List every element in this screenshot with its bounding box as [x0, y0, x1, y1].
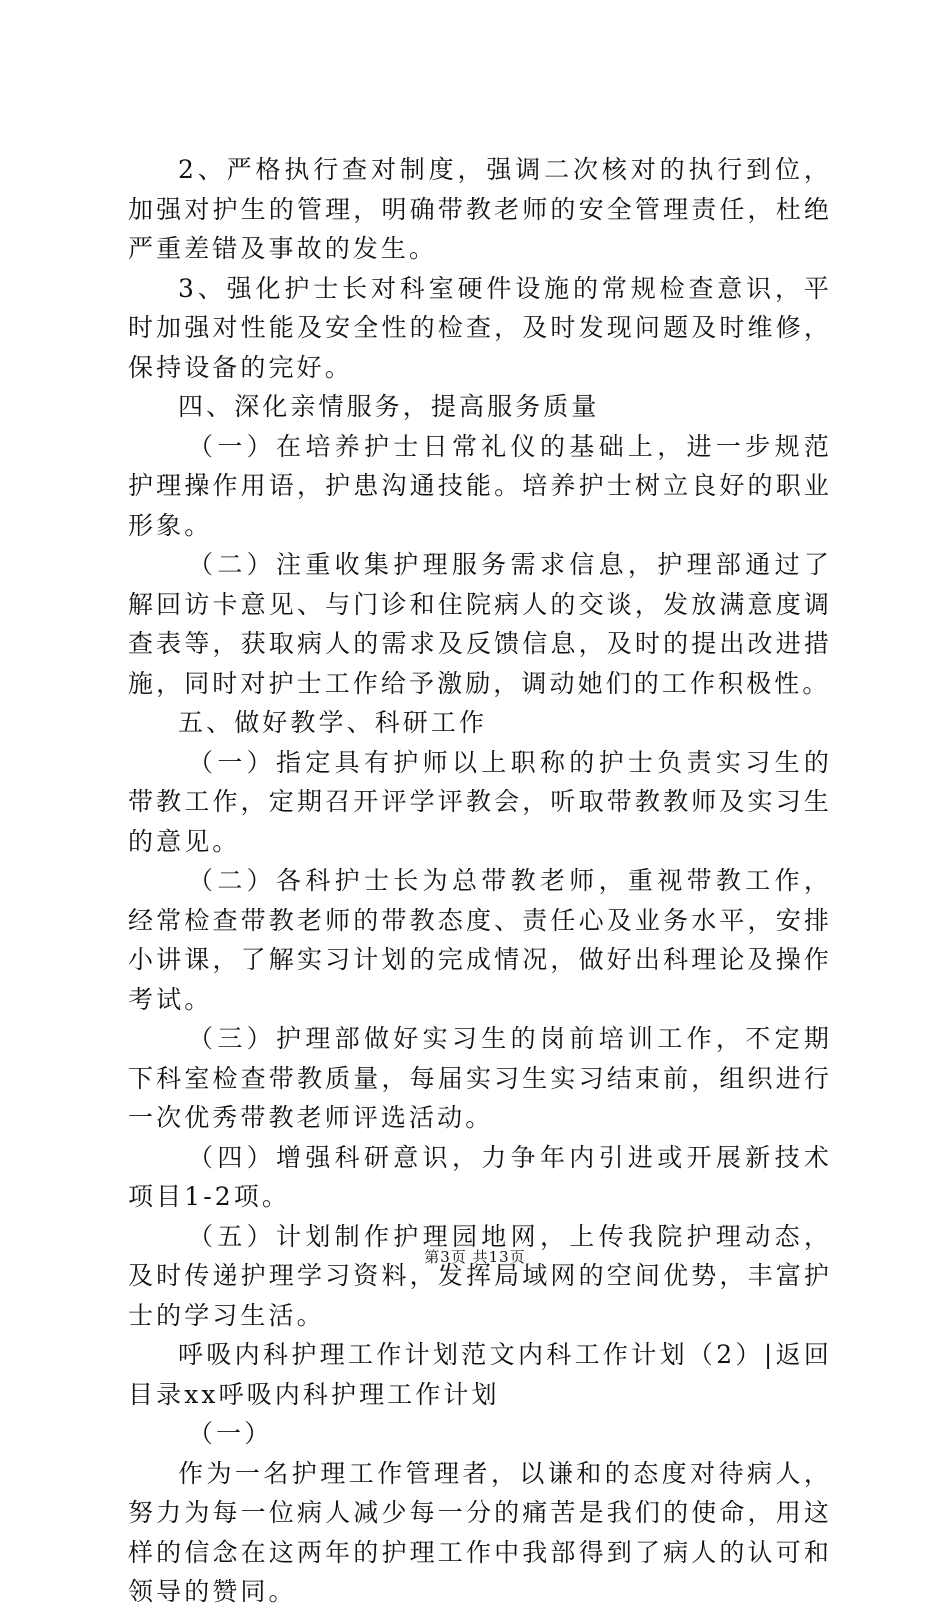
paragraph-8: （二）各科护士长为总带教老师，重视带教工作，经常检查带教老师的带教态度、责任心及业务水平，安排小讲课，了解实习计划的完成情况，做好出科理论及操作考试。	[128, 866, 832, 1014]
toc-link-line[interactable]: 呼吸内科护理工作计划范文内科工作计划（2）|返回目录xx呼吸内科护理工作计划	[128, 1340, 832, 1409]
subsection-heading: （一）	[188, 1419, 273, 1448]
paragraph-1: 2、严格执行查对制度，强调二次核对的执行到位，加强对护生的管理，明确带教老师的安全管理责任，杜绝严重差错及事故的发生。	[128, 155, 832, 263]
paragraph-7: （一）指定具有护师以上职称的护士负责实习生的带教工作，定期召开评学评教会，听取带教教师及实习生的意见。	[128, 747, 832, 856]
section-heading-4: 四、深化亲情服务，提高服务质量	[178, 392, 600, 421]
paragraph-5: （二）注重收集护理服务需求信息，护理部通过了解回访卡意见、与门诊和住院病人的交谈，发放满意度调查表等，获取病人的需求及反馈信息，及时的提出改进措施，同时对护士工作给予激励，调动她们的工作积极性。	[128, 550, 832, 698]
paragraph-2: 3、强化护士长对科室硬件设施的常规检查意识，平时加强对性能及安全性的检查，及时发现问题及时维修，保持设备的完好。	[128, 273, 832, 382]
paragraph-14: 作为一名护理工作管理者，以谦和的态度对待病人，努力为每一位病人减少每一分的痛苦是我们的使命，用这样的信念在这两年的护理工作中我部得到了病人的认可和领导的赞同。	[128, 1458, 832, 1606]
paragraph-4: （一）在培养护士日常礼仪的基础上，进一步规范护理操作用语，护患沟通技能。培养护士树立良好的职业形象。	[128, 431, 832, 540]
section-heading-5: 五、做好教学、科研工作	[178, 708, 488, 737]
paragraph-9: （三）护理部做好实习生的岗前培训工作，不定期下科室检查带教质量，每届实习生实习结束前，组织进行一次优秀带教老师评选活动。	[128, 1024, 832, 1132]
paragraph-11: （五）计划制作护理园地网，上传我院护理动态，及时传递护理学习资料，发挥局域网的空间优势，丰富护士的学习生活。	[128, 1221, 832, 1330]
page-number-footer: 第3页 共13页	[424, 1248, 526, 1266]
paragraph-10: （四）增强科研意识，力争年内引进或开展新技术项目1-2项。	[128, 1142, 832, 1211]
document-body	[128, 150, 832, 1612]
